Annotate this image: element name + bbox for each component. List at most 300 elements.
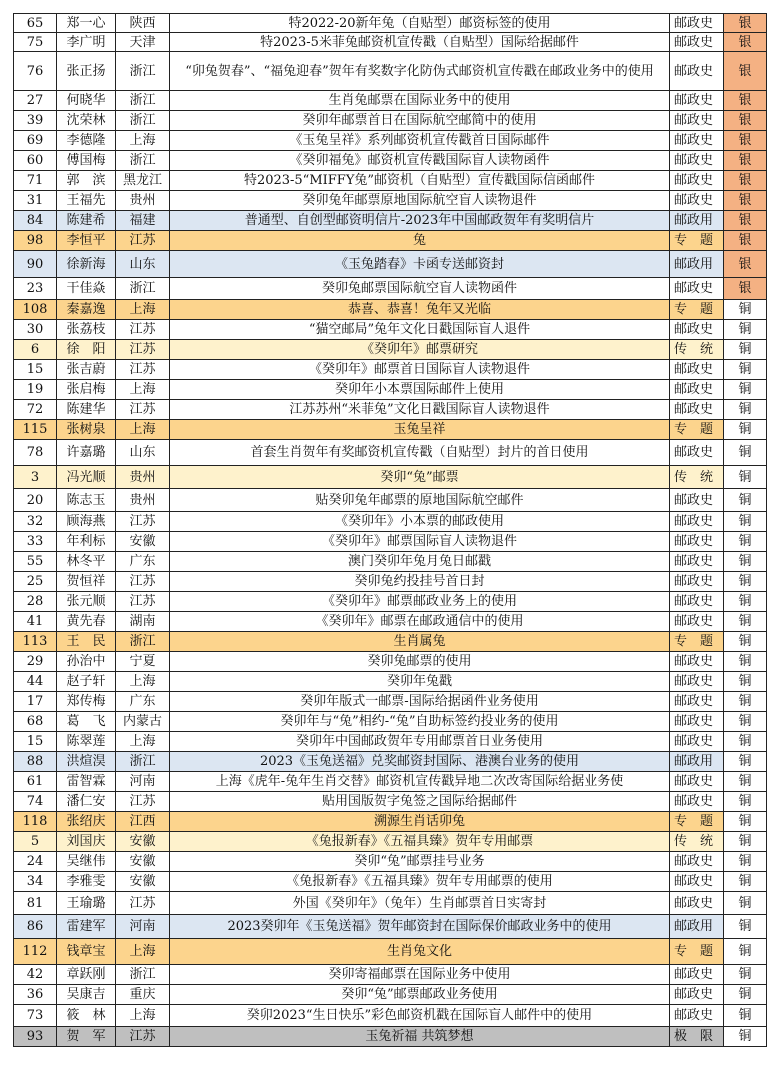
exhibit-title-cell: 癸卯兔邮票的使用 bbox=[170, 652, 670, 672]
exhibit-title-cell: 生肖属兔 bbox=[170, 632, 670, 652]
region-cell: 浙江 bbox=[116, 52, 170, 91]
category-cell: 专 题 bbox=[670, 231, 724, 251]
table-row bbox=[14, 466, 767, 489]
exhibit-title-cell: 癸卯年小本票国际邮件上使用 bbox=[170, 380, 670, 400]
exhibit-title-cell: 玉兔呈祥 bbox=[170, 420, 670, 440]
award-cell: 铜 bbox=[724, 1005, 767, 1027]
exhibit-title-cell: 癸卯“兔”邮票挂号业务 bbox=[170, 852, 670, 872]
exhibit-title-cell: 普通型、自创型邮资明信片-2023年中国邮政贺年有奖明信片 bbox=[170, 211, 670, 231]
entry-number-cell: 39 bbox=[14, 111, 57, 131]
region-cell: 上海 bbox=[116, 732, 170, 752]
exhibit-title-cell: 恭喜、恭喜！兔年又光临 bbox=[170, 300, 670, 320]
table-row bbox=[14, 251, 767, 278]
entry-number-cell: 42 bbox=[14, 965, 57, 985]
exhibitor-name-cell: 吴康吉 bbox=[57, 985, 116, 1005]
entry-number-cell: 74 bbox=[14, 792, 57, 812]
category-cell: 邮政史 bbox=[670, 612, 724, 632]
exhibit-title-cell: 特2023-5米菲兔邮资机宣传戳（自贴型）国际给据邮件 bbox=[170, 33, 670, 52]
region-cell: 江苏 bbox=[116, 1027, 170, 1047]
entry-number-cell: 55 bbox=[14, 552, 57, 572]
award-cell: 铜 bbox=[724, 712, 767, 732]
award-cell: 铜 bbox=[724, 466, 767, 489]
entry-number-cell: 15 bbox=[14, 360, 57, 380]
table-row bbox=[14, 420, 767, 440]
award-cell: 银 bbox=[724, 131, 767, 151]
category-cell: 邮政史 bbox=[670, 360, 724, 380]
region-cell: 江苏 bbox=[116, 400, 170, 420]
entry-number-cell: 69 bbox=[14, 131, 57, 151]
exhibitor-name-cell: 冯光顺 bbox=[57, 466, 116, 489]
entry-number-cell: 65 bbox=[14, 14, 57, 33]
award-cell: 铜 bbox=[724, 380, 767, 400]
region-cell: 黑龙江 bbox=[116, 171, 170, 191]
category-cell: 邮政史 bbox=[670, 512, 724, 532]
entry-number-cell: 29 bbox=[14, 652, 57, 672]
award-cell: 铜 bbox=[724, 300, 767, 320]
exhibit-title-cell: 贴用国版贺字兔签之国际给据邮件 bbox=[170, 792, 670, 812]
award-cell: 铜 bbox=[724, 985, 767, 1005]
category-cell: 邮政史 bbox=[670, 572, 724, 592]
category-cell: 邮政史 bbox=[670, 400, 724, 420]
table-row bbox=[14, 672, 767, 692]
category-cell: 邮政史 bbox=[670, 380, 724, 400]
exhibit-title-cell: 《癸卯年》邮票首日国际盲人读物退件 bbox=[170, 360, 670, 380]
table-row bbox=[14, 792, 767, 812]
exhibitor-name-cell: 贺 军 bbox=[57, 1027, 116, 1047]
entry-number-cell: 115 bbox=[14, 420, 57, 440]
exhibitor-name-cell: 陈建华 bbox=[57, 400, 116, 420]
entry-number-cell: 24 bbox=[14, 852, 57, 872]
table-row bbox=[14, 360, 767, 380]
exhibit-title-cell: 《玉兔呈祥》系列邮资机宣传戳首日国际邮件 bbox=[170, 131, 670, 151]
exhibitor-name-cell: 章跃刚 bbox=[57, 965, 116, 985]
region-cell: 安徽 bbox=[116, 852, 170, 872]
exhibitor-name-cell: 陈建希 bbox=[57, 211, 116, 231]
table-row bbox=[14, 985, 767, 1005]
category-cell: 邮政史 bbox=[670, 692, 724, 712]
exhibitor-name-cell: 许嘉璐 bbox=[57, 440, 116, 466]
award-cell: 铜 bbox=[724, 340, 767, 360]
entry-number-cell: 72 bbox=[14, 400, 57, 420]
category-cell: 邮政史 bbox=[670, 532, 724, 552]
region-cell: 浙江 bbox=[116, 111, 170, 131]
region-cell: 山东 bbox=[116, 440, 170, 466]
table-row bbox=[14, 552, 767, 572]
table-row bbox=[14, 1027, 767, 1047]
entry-number-cell: 33 bbox=[14, 532, 57, 552]
exhibitor-name-cell: 葛 飞 bbox=[57, 712, 116, 732]
entry-number-cell: 113 bbox=[14, 632, 57, 652]
award-cell: 银 bbox=[724, 151, 767, 171]
award-cell: 铜 bbox=[724, 632, 767, 652]
award-cell: 铜 bbox=[724, 1027, 767, 1047]
exhibit-title-cell: 特2022-20新年兔（自贴型）邮资标签的使用 bbox=[170, 14, 670, 33]
region-cell: 陕西 bbox=[116, 14, 170, 33]
exhibit-title-cell: 癸卯年兔戳 bbox=[170, 672, 670, 692]
exhibit-title-cell: 《玉兔踏春》卡函专送邮资封 bbox=[170, 251, 670, 278]
exhibitor-name-cell: 李德隆 bbox=[57, 131, 116, 151]
table-row bbox=[14, 440, 767, 466]
region-cell: 安徽 bbox=[116, 872, 170, 892]
category-cell: 专 题 bbox=[670, 939, 724, 965]
award-cell: 铜 bbox=[724, 512, 767, 532]
award-cell: 铜 bbox=[724, 692, 767, 712]
entry-number-cell: 36 bbox=[14, 985, 57, 1005]
table-row bbox=[14, 400, 767, 420]
table-row bbox=[14, 652, 767, 672]
exhibitor-name-cell: 张荔枝 bbox=[57, 320, 116, 340]
region-cell: 江苏 bbox=[116, 231, 170, 251]
exhibitor-name-cell: 顾海燕 bbox=[57, 512, 116, 532]
entry-number-cell: 86 bbox=[14, 915, 57, 939]
exhibit-title-cell: 《癸卯福兔》邮资机宣传戳国际盲人读物函件 bbox=[170, 151, 670, 171]
table-row bbox=[14, 852, 767, 872]
exhibitor-name-cell: 张吉蔚 bbox=[57, 360, 116, 380]
table-row bbox=[14, 171, 767, 191]
award-cell: 银 bbox=[724, 14, 767, 33]
entry-number-cell: 34 bbox=[14, 872, 57, 892]
table-row bbox=[14, 278, 767, 300]
category-cell: 邮政史 bbox=[670, 985, 724, 1005]
results-table bbox=[13, 13, 767, 1047]
entry-number-cell: 73 bbox=[14, 1005, 57, 1027]
exhibitor-name-cell: 干佳焱 bbox=[57, 278, 116, 300]
region-cell: 浙江 bbox=[116, 278, 170, 300]
exhibit-title-cell: 外国《癸卯年》（兔年）生肖邮票首日实寄封 bbox=[170, 892, 670, 915]
region-cell: 广东 bbox=[116, 692, 170, 712]
table-row bbox=[14, 33, 767, 52]
category-cell: 邮政史 bbox=[670, 772, 724, 792]
region-cell: 浙江 bbox=[116, 632, 170, 652]
award-cell: 铜 bbox=[724, 832, 767, 852]
category-cell: 邮政史 bbox=[670, 652, 724, 672]
exhibitor-name-cell: 何晓华 bbox=[57, 91, 116, 111]
region-cell: 宁夏 bbox=[116, 652, 170, 672]
table-row bbox=[14, 752, 767, 772]
exhibitor-name-cell: 张元顺 bbox=[57, 592, 116, 612]
exhibitor-name-cell: 张树泉 bbox=[57, 420, 116, 440]
entry-number-cell: 71 bbox=[14, 171, 57, 191]
exhibit-title-cell: 癸卯“兔”邮票邮政业务使用 bbox=[170, 985, 670, 1005]
award-cell: 铜 bbox=[724, 360, 767, 380]
region-cell: 贵州 bbox=[116, 191, 170, 211]
exhibitor-name-cell: 钱章宝 bbox=[57, 939, 116, 965]
exhibitor-name-cell: 筱 林 bbox=[57, 1005, 116, 1027]
award-cell: 铜 bbox=[724, 672, 767, 692]
exhibitor-name-cell: 张启梅 bbox=[57, 380, 116, 400]
region-cell: 江西 bbox=[116, 812, 170, 832]
award-cell: 铜 bbox=[724, 440, 767, 466]
exhibitor-name-cell: 贺恒祥 bbox=[57, 572, 116, 592]
exhibitor-name-cell: 王瑜璐 bbox=[57, 892, 116, 915]
entry-number-cell: 44 bbox=[14, 672, 57, 692]
award-cell: 铜 bbox=[724, 939, 767, 965]
exhibit-title-cell: 2023癸卯年《玉兔送福》贺年邮资封在国际保价邮政业务中的使用 bbox=[170, 915, 670, 939]
category-cell: 邮政史 bbox=[670, 489, 724, 512]
region-cell: 贵州 bbox=[116, 466, 170, 489]
region-cell: 安徽 bbox=[116, 832, 170, 852]
exhibit-title-cell: 《兔报新春》《五福具臻》贺年专用邮票 bbox=[170, 832, 670, 852]
table-row bbox=[14, 131, 767, 151]
exhibitor-name-cell: 傅国梅 bbox=[57, 151, 116, 171]
exhibit-title-cell: 癸卯兔邮票国际航空盲人读物函件 bbox=[170, 278, 670, 300]
region-cell: 贵州 bbox=[116, 489, 170, 512]
table-row bbox=[14, 489, 767, 512]
table-row bbox=[14, 812, 767, 832]
award-cell: 铜 bbox=[724, 915, 767, 939]
exhibit-title-cell: 癸卯“兔”邮票 bbox=[170, 466, 670, 489]
exhibit-title-cell: 江苏苏州“米菲兔”文化日戳国际盲人读物退件 bbox=[170, 400, 670, 420]
category-cell: 邮政史 bbox=[670, 191, 724, 211]
category-cell: 传 统 bbox=[670, 466, 724, 489]
category-cell: 邮政史 bbox=[670, 792, 724, 812]
category-cell: 极 限 bbox=[670, 1027, 724, 1047]
award-cell: 铜 bbox=[724, 752, 767, 772]
exhibit-title-cell: 癸卯年邮票首日在国际航空邮简中的使用 bbox=[170, 111, 670, 131]
table-row bbox=[14, 892, 767, 915]
exhibitor-name-cell: 赵子轩 bbox=[57, 672, 116, 692]
region-cell: 浙江 bbox=[116, 151, 170, 171]
exhibit-title-cell: 2023《玉兔送福》兑奖邮资封国际、港澳台业务的使用 bbox=[170, 752, 670, 772]
region-cell: 上海 bbox=[116, 131, 170, 151]
exhibitor-name-cell: 雷智霖 bbox=[57, 772, 116, 792]
award-cell: 铜 bbox=[724, 400, 767, 420]
category-cell: 邮政史 bbox=[670, 151, 724, 171]
table-row bbox=[14, 340, 767, 360]
category-cell: 传 统 bbox=[670, 340, 724, 360]
exhibitor-name-cell: 李恒平 bbox=[57, 231, 116, 251]
table-row bbox=[14, 111, 767, 131]
entry-number-cell: 68 bbox=[14, 712, 57, 732]
entry-number-cell: 23 bbox=[14, 278, 57, 300]
table-row bbox=[14, 939, 767, 965]
entry-number-cell: 17 bbox=[14, 692, 57, 712]
table-row bbox=[14, 872, 767, 892]
exhibitor-name-cell: 黄先春 bbox=[57, 612, 116, 632]
region-cell: 上海 bbox=[116, 672, 170, 692]
exhibitor-name-cell: 王福先 bbox=[57, 191, 116, 211]
region-cell: 江苏 bbox=[116, 892, 170, 915]
region-cell: 上海 bbox=[116, 300, 170, 320]
region-cell: 内蒙古 bbox=[116, 712, 170, 732]
exhibitor-name-cell: 郑一心 bbox=[57, 14, 116, 33]
exhibitor-name-cell: 年利标 bbox=[57, 532, 116, 552]
table-row bbox=[14, 772, 767, 792]
region-cell: 安徽 bbox=[116, 532, 170, 552]
exhibitor-name-cell: 郑传梅 bbox=[57, 692, 116, 712]
category-cell: 专 题 bbox=[670, 300, 724, 320]
exhibitor-name-cell: 李雅雯 bbox=[57, 872, 116, 892]
entry-number-cell: 90 bbox=[14, 251, 57, 278]
award-cell: 银 bbox=[724, 91, 767, 111]
exhibitor-name-cell: 李广明 bbox=[57, 33, 116, 52]
table-row bbox=[14, 14, 767, 33]
entry-number-cell: 118 bbox=[14, 812, 57, 832]
entry-number-cell: 88 bbox=[14, 752, 57, 772]
exhibit-title-cell: 《癸卯年》邮票国际盲人读物退件 bbox=[170, 532, 670, 552]
exhibit-title-cell: “猫空邮局”兔年文化日戳国际盲人退件 bbox=[170, 320, 670, 340]
exhibitor-name-cell: 张绍庆 bbox=[57, 812, 116, 832]
exhibitor-name-cell: 吴继伟 bbox=[57, 852, 116, 872]
table-row bbox=[14, 211, 767, 231]
table-row bbox=[14, 572, 767, 592]
exhibitor-name-cell: 王 民 bbox=[57, 632, 116, 652]
exhibit-title-cell: 癸卯2023“生日快乐”彩色邮资机戳在国际盲人邮件中的使用 bbox=[170, 1005, 670, 1027]
region-cell: 江苏 bbox=[116, 592, 170, 612]
entry-number-cell: 6 bbox=[14, 340, 57, 360]
award-cell: 铜 bbox=[724, 965, 767, 985]
region-cell: 广东 bbox=[116, 552, 170, 572]
region-cell: 福建 bbox=[116, 211, 170, 231]
exhibitor-name-cell: 陈翠莲 bbox=[57, 732, 116, 752]
exhibit-title-cell: 癸卯寄福邮票在国际业务中使用 bbox=[170, 965, 670, 985]
entry-number-cell: 61 bbox=[14, 772, 57, 792]
category-cell: 邮政史 bbox=[670, 852, 724, 872]
table-row bbox=[14, 612, 767, 632]
award-cell: 铜 bbox=[724, 732, 767, 752]
entry-number-cell: 3 bbox=[14, 466, 57, 489]
category-cell: 邮政史 bbox=[670, 278, 724, 300]
category-cell: 邮政史 bbox=[670, 52, 724, 91]
category-cell: 邮政史 bbox=[670, 1005, 724, 1027]
region-cell: 江苏 bbox=[116, 512, 170, 532]
award-cell: 铜 bbox=[724, 612, 767, 632]
award-cell: 铜 bbox=[724, 552, 767, 572]
category-cell: 邮政史 bbox=[670, 872, 724, 892]
exhibit-title-cell: 癸卯年中国邮政贺年专用邮票首日业务使用 bbox=[170, 732, 670, 752]
entry-number-cell: 75 bbox=[14, 33, 57, 52]
entry-number-cell: 112 bbox=[14, 939, 57, 965]
exhibit-title-cell: 《癸卯年》邮票邮政业务上的使用 bbox=[170, 592, 670, 612]
award-cell: 铜 bbox=[724, 792, 767, 812]
award-cell: 银 bbox=[724, 171, 767, 191]
category-cell: 传 统 bbox=[670, 832, 724, 852]
exhibitor-name-cell: 洪煊淏 bbox=[57, 752, 116, 772]
exhibit-title-cell: 《癸卯年》小本票的邮政使用 bbox=[170, 512, 670, 532]
exhibitor-name-cell: 张正扬 bbox=[57, 52, 116, 91]
entry-number-cell: 93 bbox=[14, 1027, 57, 1047]
table-row bbox=[14, 692, 767, 712]
category-cell: 邮政史 bbox=[670, 111, 724, 131]
entry-number-cell: 30 bbox=[14, 320, 57, 340]
table-row bbox=[14, 1005, 767, 1027]
table-row bbox=[14, 712, 767, 732]
exhibit-title-cell: 《癸卯年》邮票在邮政通信中的使用 bbox=[170, 612, 670, 632]
award-cell: 银 bbox=[724, 278, 767, 300]
category-cell: 邮政用 bbox=[670, 211, 724, 231]
results-table-body bbox=[14, 14, 767, 1047]
region-cell: 山东 bbox=[116, 251, 170, 278]
exhibit-title-cell: 癸卯兔年邮票原地国际航空盲人读物退件 bbox=[170, 191, 670, 211]
entry-number-cell: 81 bbox=[14, 892, 57, 915]
region-cell: 河南 bbox=[116, 772, 170, 792]
award-cell: 银 bbox=[724, 211, 767, 231]
entry-number-cell: 32 bbox=[14, 512, 57, 532]
exhibitor-name-cell: 秦嘉逸 bbox=[57, 300, 116, 320]
exhibitor-name-cell: 郭 滨 bbox=[57, 171, 116, 191]
entry-number-cell: 76 bbox=[14, 52, 57, 91]
award-cell: 银 bbox=[724, 33, 767, 52]
table-row bbox=[14, 380, 767, 400]
entry-number-cell: 108 bbox=[14, 300, 57, 320]
category-cell: 邮政史 bbox=[670, 592, 724, 612]
entry-number-cell: 15 bbox=[14, 732, 57, 752]
exhibitor-name-cell: 徐新海 bbox=[57, 251, 116, 278]
region-cell: 江苏 bbox=[116, 792, 170, 812]
region-cell: 重庆 bbox=[116, 985, 170, 1005]
entry-number-cell: 98 bbox=[14, 231, 57, 251]
table-row bbox=[14, 832, 767, 852]
category-cell: 邮政史 bbox=[670, 14, 724, 33]
entry-number-cell: 84 bbox=[14, 211, 57, 231]
entry-number-cell: 5 bbox=[14, 832, 57, 852]
category-cell: 邮政用 bbox=[670, 752, 724, 772]
exhibitor-name-cell: 陈志玉 bbox=[57, 489, 116, 512]
category-cell: 邮政史 bbox=[670, 732, 724, 752]
table-row bbox=[14, 592, 767, 612]
exhibit-title-cell: 上海《虎年-兔年生肖交替》邮资机宣传戳异地二次改寄国际给据业务使 bbox=[170, 772, 670, 792]
table-row bbox=[14, 151, 767, 171]
award-cell: 银 bbox=[724, 111, 767, 131]
exhibit-title-cell: 贴癸卯兔年邮票的原地国际航空邮件 bbox=[170, 489, 670, 512]
entry-number-cell: 60 bbox=[14, 151, 57, 171]
region-cell: 浙江 bbox=[116, 91, 170, 111]
category-cell: 邮政用 bbox=[670, 251, 724, 278]
table-row bbox=[14, 320, 767, 340]
region-cell: 江苏 bbox=[116, 360, 170, 380]
category-cell: 邮政史 bbox=[670, 672, 724, 692]
entry-number-cell: 31 bbox=[14, 191, 57, 211]
category-cell: 邮政史 bbox=[670, 712, 724, 732]
award-cell: 铜 bbox=[724, 420, 767, 440]
award-cell: 银 bbox=[724, 191, 767, 211]
table-row bbox=[14, 300, 767, 320]
award-cell: 铜 bbox=[724, 592, 767, 612]
category-cell: 邮政史 bbox=[670, 91, 724, 111]
exhibitor-name-cell: 孙治中 bbox=[57, 652, 116, 672]
exhibit-title-cell: 癸卯年与“兔”相约-“兔”自助标签约投业务的使用 bbox=[170, 712, 670, 732]
entry-number-cell: 25 bbox=[14, 572, 57, 592]
award-cell: 铜 bbox=[724, 320, 767, 340]
entry-number-cell: 19 bbox=[14, 380, 57, 400]
category-cell: 邮政史 bbox=[670, 552, 724, 572]
exhibitor-name-cell: 刘国庆 bbox=[57, 832, 116, 852]
exhibit-title-cell: 生肖兔邮票在国际业务中的使用 bbox=[170, 91, 670, 111]
region-cell: 河南 bbox=[116, 915, 170, 939]
category-cell: 邮政史 bbox=[670, 965, 724, 985]
region-cell: 浙江 bbox=[116, 752, 170, 772]
entry-number-cell: 78 bbox=[14, 440, 57, 466]
region-cell: 湖南 bbox=[116, 612, 170, 632]
region-cell: 上海 bbox=[116, 380, 170, 400]
region-cell: 江苏 bbox=[116, 572, 170, 592]
award-cell: 铜 bbox=[724, 892, 767, 915]
category-cell: 邮政史 bbox=[670, 440, 724, 466]
exhibitor-name-cell: 潘仁安 bbox=[57, 792, 116, 812]
category-cell: 邮政史 bbox=[670, 131, 724, 151]
category-cell: 邮政用 bbox=[670, 915, 724, 939]
region-cell: 江苏 bbox=[116, 320, 170, 340]
region-cell: 天津 bbox=[116, 33, 170, 52]
award-cell: 铜 bbox=[724, 812, 767, 832]
table-row bbox=[14, 512, 767, 532]
award-cell: 铜 bbox=[724, 872, 767, 892]
exhibit-title-cell: 首套生肖贺年有奖邮资机宣传戳（自贴型）封片的首日使用 bbox=[170, 440, 670, 466]
exhibitor-name-cell: 徐 阳 bbox=[57, 340, 116, 360]
table-row bbox=[14, 632, 767, 652]
exhibit-title-cell: 特2023-5“MIFFY兔”邮资机（自贴型）宣传戳国际信函邮件 bbox=[170, 171, 670, 191]
region-cell: 浙江 bbox=[116, 965, 170, 985]
